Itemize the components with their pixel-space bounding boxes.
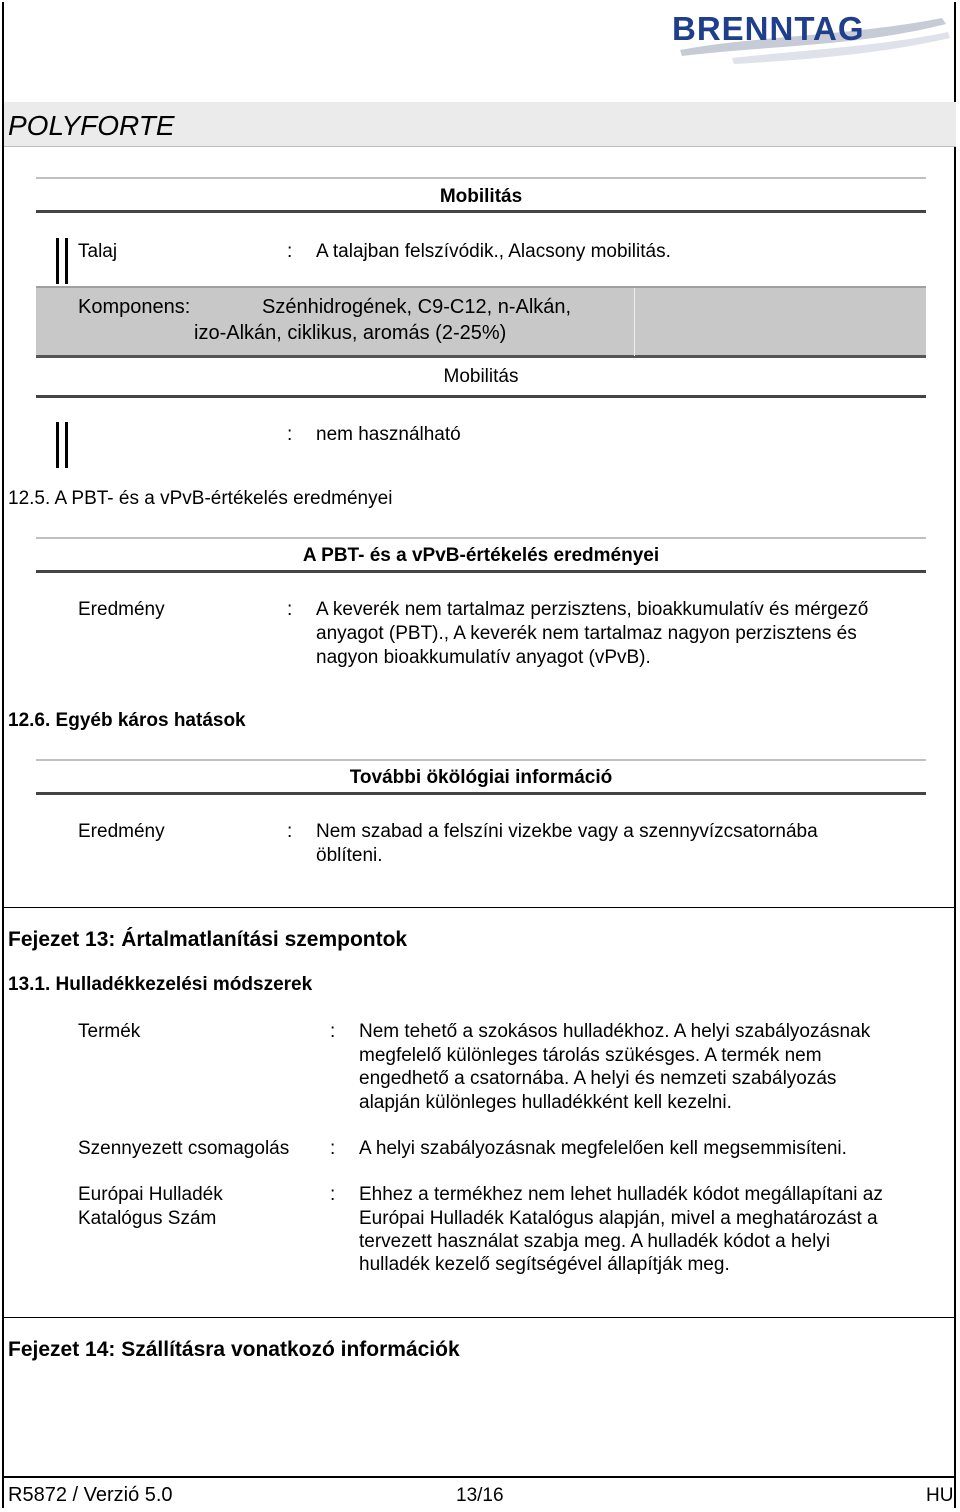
- waste-product-label: Termék: [78, 1021, 141, 1042]
- section-12-6-heading: 12.6. Egyéb káros hatások: [8, 710, 246, 731]
- contaminated-packaging-colon: :: [330, 1138, 336, 1159]
- ewc-colon: :: [330, 1184, 336, 1205]
- revision-mark: [65, 422, 68, 468]
- ewc-value-line: hulladék kezelő segítségével állapítják meg.: [359, 1254, 730, 1275]
- chapter-13-title: Fejezet 13: Ártalmatlanítási szempontok: [8, 928, 408, 951]
- component-colon: :: [287, 424, 293, 445]
- revision-mark: [65, 238, 68, 284]
- pbt-result-line: A keverék nem tartalmaz perzisztens, bioakkumulatív és mérgező: [316, 599, 869, 620]
- contaminated-packaging-label: Szennyezett csomagolás: [78, 1138, 290, 1159]
- pbt-header-text: A PBT- és a vPvB-értékelés eredményei: [302, 545, 660, 566]
- section-13-1-heading: 13.1. Hulladékkezelési módszerek: [8, 974, 313, 995]
- soil-value: A talajban felszívódik., Alacsony mobilitás.: [316, 241, 671, 262]
- pbt-table-header: [36, 537, 926, 573]
- footer-language: HU: [926, 1485, 954, 1506]
- component-name-line2: izo-Alkán, ciklikus, aromás (2-25%): [194, 322, 507, 344]
- chapter-14-title: Fejezet 14: Szállításra vonatkozó információk: [8, 1338, 460, 1361]
- ewc-value-line: Európai Hulladék Katalógus alapján, mivel a meghatározást a: [359, 1208, 878, 1229]
- other-effects-table-header: [36, 759, 926, 795]
- chapter-divider: [4, 907, 956, 908]
- pbt-result-colon: :: [287, 599, 293, 620]
- other-effects-result-line: öblíteni.: [316, 845, 383, 866]
- footer-divider: [4, 1476, 956, 1478]
- chapter-divider: [4, 1317, 956, 1318]
- component-label: Komponens:: [78, 296, 191, 318]
- soil-colon: :: [287, 241, 293, 262]
- contaminated-packaging-value: A helyi szabályozásnak megfelelően kell megsemmisíteni.: [359, 1138, 847, 1159]
- section-12-5-heading: 12.5. A PBT- és a vPvB-értékelés eredményei: [8, 488, 393, 509]
- pbt-result-line: anyagot (PBT)., A keverék nem tartalmaz nagyon perzisztens és: [316, 623, 857, 644]
- brenntag-logo: [672, 6, 954, 66]
- other-effects-result-label: Eredmény: [78, 821, 165, 842]
- pbt-result-label: Eredmény: [78, 599, 165, 620]
- ewc-label-line: Európai Hulladék: [78, 1184, 223, 1205]
- ewc-value-line: Ehhez a termékhez nem lehet hulladék kódot megállapítani az: [359, 1184, 883, 1205]
- other-effects-result-colon: :: [287, 821, 293, 842]
- page-frame: [2, 2, 956, 1508]
- logo-text: BRENNTAG: [672, 10, 865, 47]
- ewc-label-line: Katalógus Szám: [78, 1208, 217, 1229]
- mobility-table-header: [36, 177, 926, 213]
- other-effects-header-text: További ökölógiai információ: [349, 767, 613, 788]
- waste-product-line: engedhető a csatornába. A helyi és nemzeti szabályozás: [359, 1068, 837, 1089]
- pbt-result-line: nagyon bioakkumulatív anyagot (vPvB).: [316, 647, 651, 668]
- component-value: nem használható: [316, 424, 461, 445]
- mobility-table-header-2: [36, 362, 926, 398]
- component-block-divider: [634, 288, 635, 356]
- other-effects-result-line: Nem szabad a felszíni vizekbe vagy a szennyvízcsatornába: [316, 821, 818, 842]
- ewc-value-line: tervezett használat szabja meg. A hulladék kódot a helyi: [359, 1231, 831, 1252]
- waste-product-colon: :: [330, 1021, 336, 1042]
- footer-page-number: 13/16: [456, 1485, 504, 1506]
- revision-mark: [56, 238, 59, 284]
- waste-product-line: megfelelő különleges tárolás szükésges. A termék nem: [359, 1045, 822, 1066]
- waste-product-line: alapján különleges hulladékként kell kezelni.: [359, 1092, 732, 1113]
- product-name: POLYFORTE: [8, 110, 175, 141]
- soil-label: Talaj: [78, 241, 118, 262]
- footer-doc-id: R5872 / Verzió 5.0: [8, 1484, 173, 1506]
- waste-product-line: Nem tehető a szokásos hulladékhoz. A helyi szabályozásnak: [359, 1021, 871, 1042]
- component-name-line1: Szénhidrogének, C9-C12, n-Alkán,: [262, 296, 572, 318]
- mobility-header-text-2: Mobilitás: [443, 366, 519, 387]
- revision-mark: [56, 422, 59, 468]
- mobility-header-text: Mobilitás: [439, 186, 523, 207]
